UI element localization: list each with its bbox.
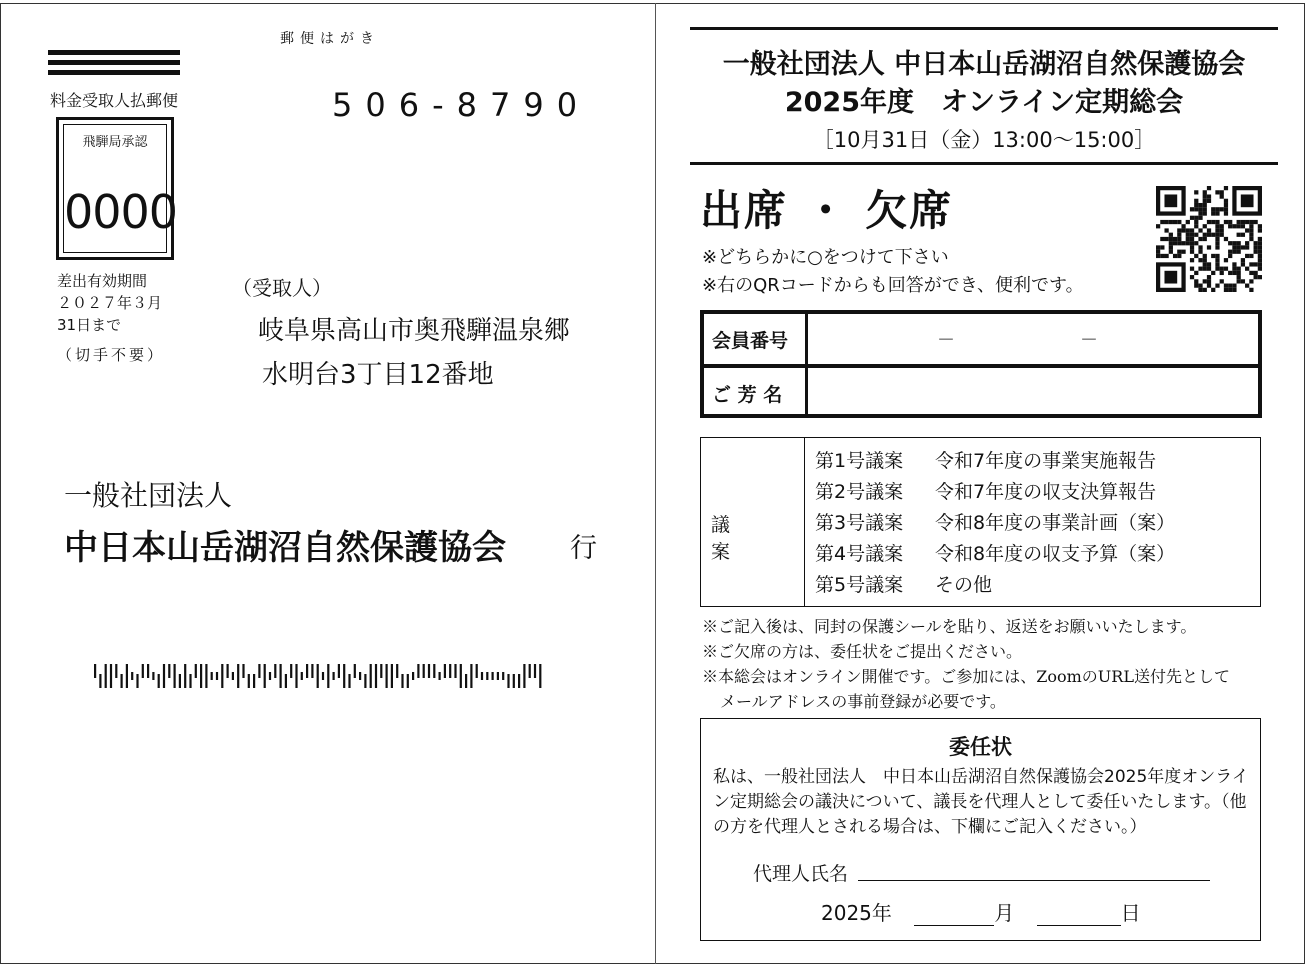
proxy-name-label: 代理人氏名	[753, 863, 849, 885]
postmark-title: 料金受取人払郵便	[50, 91, 179, 110]
footnote-absence: ※ご欠席の方は、委任状をご提出ください。	[702, 642, 1023, 661]
year-label: 2025年	[821, 901, 892, 925]
qr-note: ※右のQRコードからも回答ができ、便利です。	[702, 275, 1084, 296]
footnote-return: ※ご記入後は、同封の保護シールを貼り、返送をお願いいたします。	[702, 617, 1197, 636]
member-number-label: 会員番号	[704, 314, 808, 364]
agenda-item: 第4号議案 令和8年度の収支予算（案）	[815, 543, 1176, 565]
day-label: 日	[1120, 901, 1141, 925]
attendance-choice[interactable]: 出席 ・ 欠席	[700, 186, 954, 235]
event-title-org: 一般社団法人 中日本山岳湖沼自然保護協会	[722, 49, 1246, 80]
stamp-office: 飛騨局承認	[82, 135, 148, 150]
address-line-1: 岐阜県高山市奥飛騨温泉郷	[258, 316, 571, 346]
agenda-item: 第2号議案 令和7年度の収支決算報告	[815, 481, 1157, 503]
month-label: 月	[994, 901, 1015, 925]
address-line-2: 水明台3丁目12番地	[262, 360, 494, 390]
approval-stamp	[56, 117, 178, 260]
proxy-form	[700, 718, 1261, 941]
agenda-item: 第1号議案 令和7年度の事業実施報告	[815, 450, 1157, 472]
stamp-number: 0000	[64, 185, 178, 239]
member-number-dash-1: －	[937, 330, 955, 351]
footnote-online-cont: メールアドレスの事前登録が必要です。	[720, 692, 1006, 711]
event-title: 2025年度 オンライン定期総会	[784, 87, 1184, 118]
postal-bars	[48, 50, 180, 80]
proxy-name-field[interactable]	[858, 880, 1210, 881]
addressee-suffix: 行	[570, 533, 597, 564]
member-name-label: ご 芳 名	[704, 368, 808, 418]
member-info-box	[700, 310, 1262, 418]
agenda-label-cell	[701, 438, 805, 606]
member-number-dash-2: －	[1080, 330, 1098, 351]
member-number-row	[704, 314, 1258, 368]
agenda-item: 第5号議案 その他	[815, 574, 993, 596]
postcard-label: 郵便はがき	[280, 31, 380, 47]
agenda-list	[815, 446, 1175, 601]
footnote-online: ※本総会はオンライン開催です。ご参加には、ZoomのURL送付先として	[702, 667, 1230, 686]
recipient-label: （受取人）	[232, 276, 332, 300]
event-date: ［10月31日（金）13:00～15:00］	[812, 128, 1156, 152]
title-rule-top	[690, 27, 1278, 30]
validity-period: 差出有効期間 ２０２７年３月 31日まで	[57, 272, 163, 334]
attendance-note: ※どちらかに○をつけて下さい	[702, 247, 949, 268]
month-field[interactable]	[914, 905, 994, 926]
agenda-label: 議案	[711, 514, 775, 563]
day-field[interactable]	[1037, 905, 1121, 926]
qr-code[interactable]	[1156, 186, 1262, 292]
no-stamp-needed: （切手不要）	[57, 346, 166, 364]
proxy-title: 委任状	[949, 735, 1012, 759]
corp-type: 一般社団法人	[64, 479, 233, 512]
title-rule-bottom	[690, 162, 1278, 165]
agenda-item: 第3号議案 令和8年度の事業計画（案）	[815, 512, 1176, 534]
proxy-date-row	[821, 897, 1141, 926]
agenda-box	[700, 437, 1261, 607]
corp-name: 中日本山岳湖沼自然保護協会	[64, 528, 506, 568]
zip-code: 506-8790	[332, 86, 591, 124]
proxy-statement: 私は、一般社団法人 中日本山岳湖沼自然保護協会2025年度オンライン定期総会の議決について、議長を代理人として委任いたします。（他の方を代理人とされる場合は、下欄にご記入ください。）	[713, 767, 1249, 837]
member-name-row	[704, 368, 1258, 418]
center-divider	[655, 3, 656, 964]
customer-barcode	[94, 664, 542, 688]
